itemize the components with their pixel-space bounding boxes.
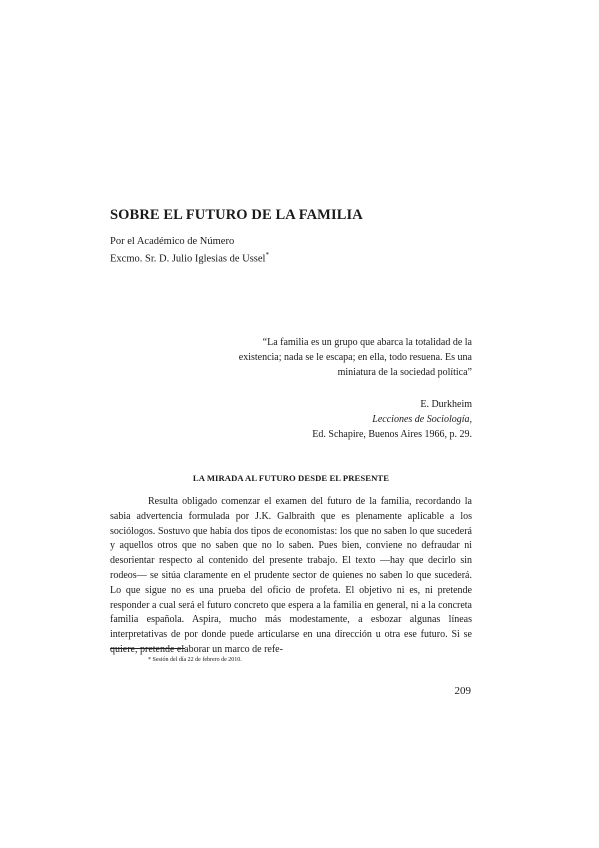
article-title: SOBRE EL FUTURO DE LA FAMILIA xyxy=(110,207,363,223)
footnote-marker: * xyxy=(265,251,269,259)
author-line-2 xyxy=(110,251,269,265)
body-text xyxy=(110,495,472,658)
section-heading: LA MIRADA AL FUTURO DESDE EL PRESENTE xyxy=(192,473,390,483)
epigraph-work xyxy=(172,412,472,427)
author-name: Excmo. Sr. D. Julio Iglesias de Ussel xyxy=(110,253,266,265)
author-line-1: Por el Académico de Número xyxy=(110,236,235,247)
epigraph-work-title: Lecciones de Sociología, xyxy=(372,414,472,425)
body-paragraph: Resulta obligado comenzar el examen del futuro de la familia, recordando la sabia advertencia formulada por J.K. Galbraith que es plenamente aplicable a los sociólogos. Sostuvo que había dos tipos de economistas: los que no saben lo que sucederá y aquellos otros que no saben que no lo saben. Pues bien, conviene no defraudar ni desorientar respecto al contenido del presente trabajo. El texto —hay que decirlo sin rodeos— se sitúa claramente en el prudente sector de quienes no saben lo que sucederá. Lo que sigue no es una prueba del oficio de profeta. El objetivo ni es, ni pretende responder a cual será el futuro concreto que espera a la familia en general, ni a la concreta familia española. Aspira, mucho más modestamente, a esbozar algunas líneas interpretativas de por donde puede articularse en una dirección u otra ese futuro. Si se quiere, pretende elaborar un marco de refe- xyxy=(110,496,472,655)
footnote-divider xyxy=(110,648,185,649)
epigraph-author: E. Durkheim xyxy=(420,399,472,410)
epigraph-publication: Ed. Schapire, Buenos Aires 1966, p. 29. xyxy=(312,429,472,440)
page-number: 209 xyxy=(454,685,471,697)
footnote: * Sesión del día 22 de febrero de 2010. xyxy=(148,657,242,663)
epigraph-quote: “La familia es un grupo que abarca la totalidad de la existencia; nada se le escapa; en ella, todo resuena. Es una miniatura de la sociedad política” xyxy=(238,337,472,378)
